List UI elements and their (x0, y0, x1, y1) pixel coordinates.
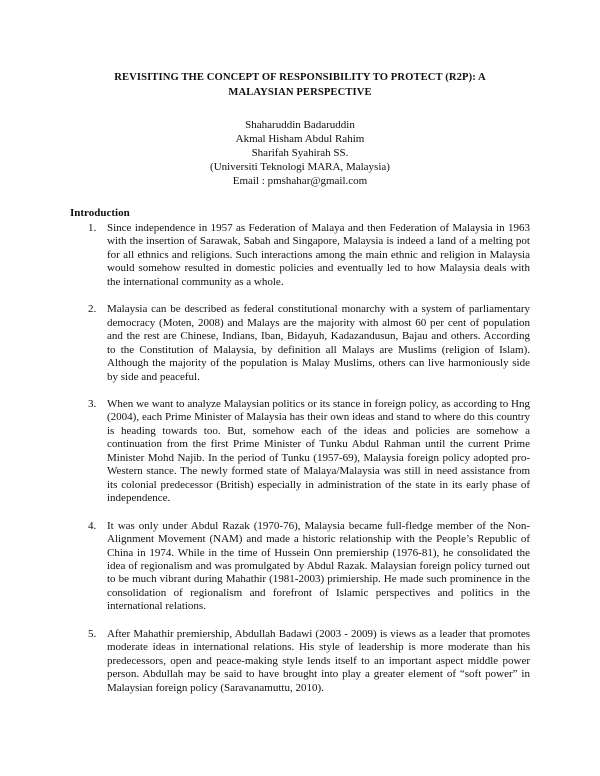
item-text: When we want to analyze Malaysian politics or its stance in foreign policy, as according to Hng (2004), each Prime Minister of Malaysia has their own ideas and stand to where do this country is heading towards too. But, somehow each of the ideas and policies are somehow a continuation from the first Prime Minister of Tunku Abdul Rahman until the current Prime Minister Mohd Najib. In the period of Tunku (1957-69), Malaysia foreign policy adopted pro-Western stance. The newly formed state of Malaya/Malaysia was still in need assistance from its colonial predecessor (British) especially in administration of the state in its early phase of independence. (107, 397, 530, 505)
item-number: 4. (88, 519, 97, 532)
list-item (88, 628, 530, 695)
title-line-1: REVISITING THE CONCEPT OF RESPONSIBILITY TO PROTECT (R2P): A (114, 72, 486, 83)
author-email: Email : pmshahar@gmail.com (232, 174, 368, 187)
item-text: Since independence in 1957 as Federation of Malaya and then Federation of Malaysia in 1963 with the insertion of Sarawak, Sabah and Singapore, Malaysia is indeed a land of a melting pot for all ethnics and religions. Such interactions among the main ethnic and religion in Malaysia would somehow resulted in domestic policies and eventually led to how Malaysia deals with the international community as a whole. (107, 222, 530, 288)
paper-title (60, 70, 540, 100)
list-item (88, 222, 530, 289)
title-line-2: MALAYSIAN PERSPECTIVE (228, 87, 372, 98)
author-name: Sharifah Syahirah SS. (251, 146, 349, 159)
item-number: 3. (88, 397, 97, 410)
author-name: Akmal Hisham Abdul Rahim (235, 132, 365, 145)
list-item (88, 303, 530, 384)
item-number: 1. (88, 222, 97, 234)
list-item (88, 520, 530, 614)
section-heading: Introduction (70, 207, 130, 219)
author-name: Shaharuddin Badaruddin (245, 119, 355, 131)
item-number: 2. (88, 303, 97, 316)
item-text: Malaysia can be described as federal constitutional monarchy with a system of parliamentary democracy (Moten, 2008) and Malays are the majority with almost 60 per cent of population and the rest are Chinese, Indians, Iban, Bidayuh, Kadazandusun, Bajau and others. According to the Constitution of Malaysia, by definition all Malays are Muslims (religion of Islam). Although the majority of the population is Malay Muslims, others can live harmoniously side by side and peaceful. (107, 303, 530, 383)
affiliation: (Universiti Teknologi MARA, Malaysia) (210, 160, 390, 173)
author-block (100, 119, 500, 189)
item-text: It was only under Abdul Razak (1970-76), Malaysia became full-fledge member of the Non-Alignment Movement (NAM) and made a historic relationship with the People’s Republic of China in 1974. While in the time of Hussein Onn premiership (1976-81), he consolidated the idea of regionalism and was promulgated by Abdul Razak. Malaysian foreign policy turned out to be much vibrant during Mahathir (1981-2003) primiership. He made such prominence in the consolidation of regionalism and forefront of Islamic perspectives and politics in the international relations. (107, 519, 530, 613)
item-number: 5. (88, 627, 97, 640)
item-text: After Mahathir premiership, Abdullah Badawi (2003 - 2009) is views as a leader that promotes moderate ideas in international relations. His style of leadership is more moderate than his predecessors, open and peace-making style lends itself to an important aspect middle power person. Abdullah may be said to have brought into play a greater element of “soft power” in Malaysian foreign policy (Saravanamuttu, 2010). (107, 627, 530, 694)
introduction-list (88, 222, 530, 709)
list-item (88, 398, 530, 506)
